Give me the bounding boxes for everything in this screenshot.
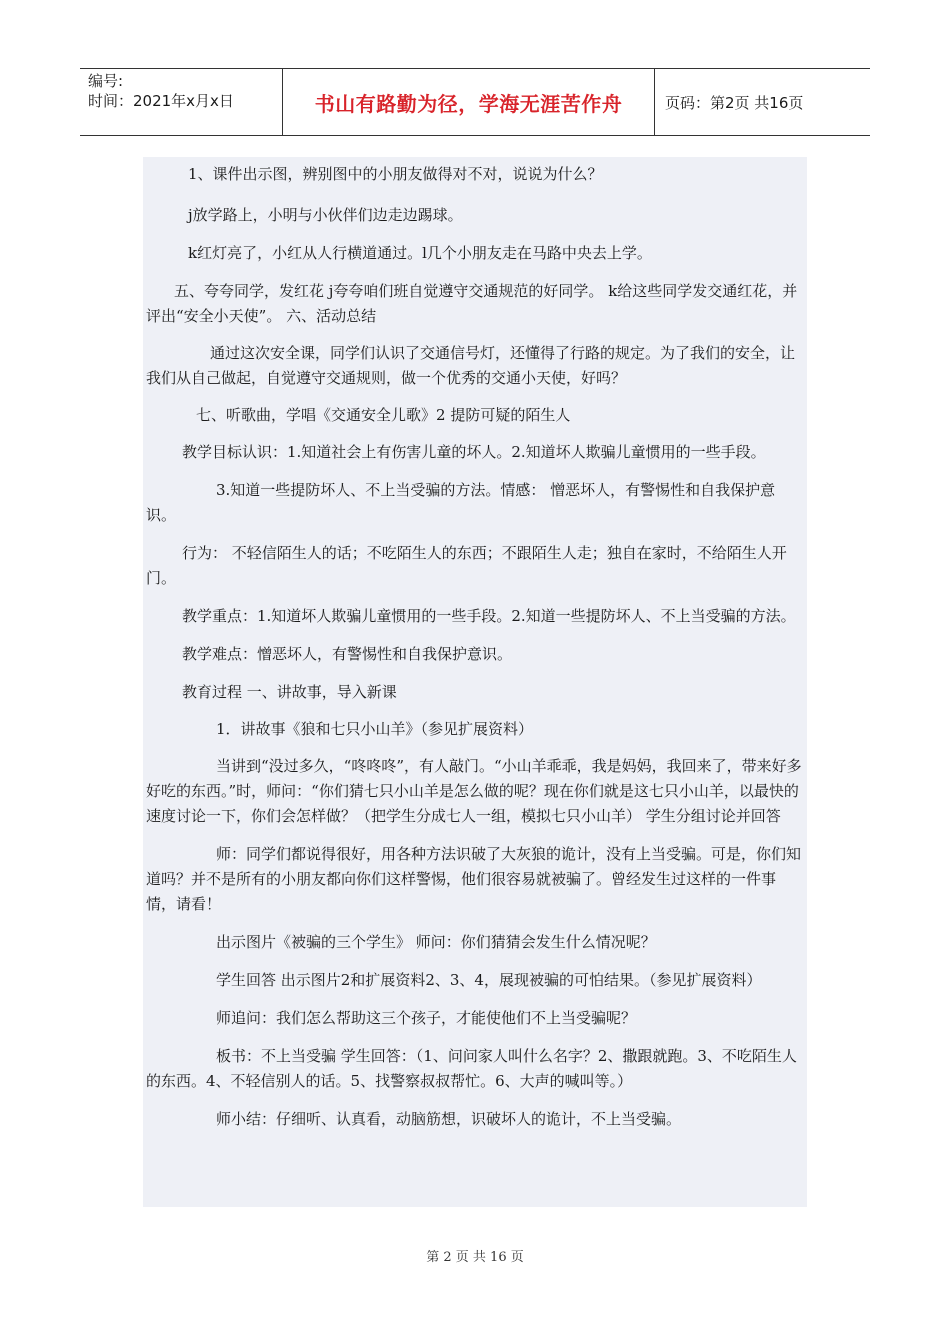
paragraph: 师小结：仔细听、认真看，动脑筋想，识破坏人的诡计，不上当受骗。 (216, 1110, 682, 1128)
paragraph: 通过这次安全课，同学们认识了交通信号灯，还懂得了行路的规定。为了我们的安全，让我们从自己做起，自觉遵守交通规则，做一个优秀的交通小天使，好吗？ (146, 344, 796, 387)
page-footer: 第 2 页 共 16 页 (426, 1250, 524, 1265)
paragraph: j放学路上，小明与小伙伴们边走边踢球。 (188, 206, 463, 224)
header-motto-cell (283, 69, 655, 135)
paragraph: 1、课件出示图，辨别图中的小朋友做得对不对，说说为什么？ (188, 165, 603, 183)
paragraph: 板书：不上当受骗 学生回答：（1、问问家人叫什么名字？2、撒跟就跑。3、不吃陌生人的东西。4、不轻信别人的话。5、找警察叔叔帮忙。6、大声的喊叫等。） (146, 1047, 797, 1090)
header-meta (80, 69, 283, 135)
paragraph: 师：同学们都说得很好，用各种方法识破了大灰狼的诡计，没有上当受骗。可是，你们知道吗？并不是所有的小朋友都向你们这样警惕，他们很容易就被骗了。曾经发生过这样的一件事情，请看！ (146, 845, 802, 913)
header-time: 时间：2021年x月x日 (88, 92, 234, 110)
header-motto: 书山有路勤为径，学海无涯苦作舟 (314, 91, 623, 116)
paragraph: 教学难点：憎恶坏人，有警惕性和自我保护意识。 (182, 645, 513, 663)
header-page-number: 页码：第2页 共16页 (665, 93, 804, 112)
header-page-cell (655, 69, 870, 135)
paragraph: 1．讲故事《狼和七只小山羊》（参见扩展资料） (216, 720, 534, 738)
paragraph: 行为： 不轻信陌生人的话；不吃陌生人的东西；不跟陌生人走；独自在家时，不给陌生人开门。 (146, 544, 787, 587)
paragraph: 师追问：我们怎么帮助这三个孩子，才能使他们不上当受骗呢？ (216, 1009, 637, 1027)
paragraph: 教学目标认识：1.知道社会上有伤害儿童的坏人。2.知道坏人欺骗儿童惯用的一些手段。 (182, 443, 766, 461)
paragraph: 学生回答 出示图片2和扩展资料2、3、4，展现被骗的可怕结果。（参见扩展资料） (216, 971, 762, 989)
paragraph: k红灯亮了，小红从人行横道通过。l几个小朋友走在马路中央去上学。 (188, 244, 652, 262)
paragraph: 教学重点：1.知道坏人欺骗儿童惯用的一些手段。2.知道一些提防坏人、不上当受骗的方法。 (182, 607, 796, 625)
paragraph: 3.知道一些提防坏人、不上当受骗的方法。情感： 憎恶坏人，有警惕性和自我保护意识。 (146, 481, 776, 524)
paragraph: 出示图片《被骗的三个学生》 师问：你们猜猜会发生什么情况呢？ (216, 933, 656, 951)
paragraph: 教育过程 一、讲故事，导入新课 (182, 683, 397, 701)
document-body (143, 157, 807, 1207)
header-number: 编号: (88, 72, 124, 90)
paragraph: 当讲到“没过多久，“咚咚咚”，有人敲门。“小山羊乖乖，我是妈妈，我回来了，带来好多好吃的东西。”时，师问：“你们猜七只小山羊是怎么做的呢？现在你们就是这七只小山羊，以最快的速度讨论一下，你们会怎样做？（把学生分成七人一组，模拟七只小山羊） 学生分组讨论并回答 (146, 757, 802, 825)
paragraph: 五、夸夸同学，发红花 j夸夸咱们班自觉遵守交通规范的好同学。 k给这些同学发交通红花，并评出“安全小天使”。 六、活动总结 (146, 282, 798, 325)
paragraph: 七、听歌曲，学唱《交通安全儿歌》2 提防可疑的陌生人 (196, 406, 571, 424)
page-header (80, 68, 870, 136)
